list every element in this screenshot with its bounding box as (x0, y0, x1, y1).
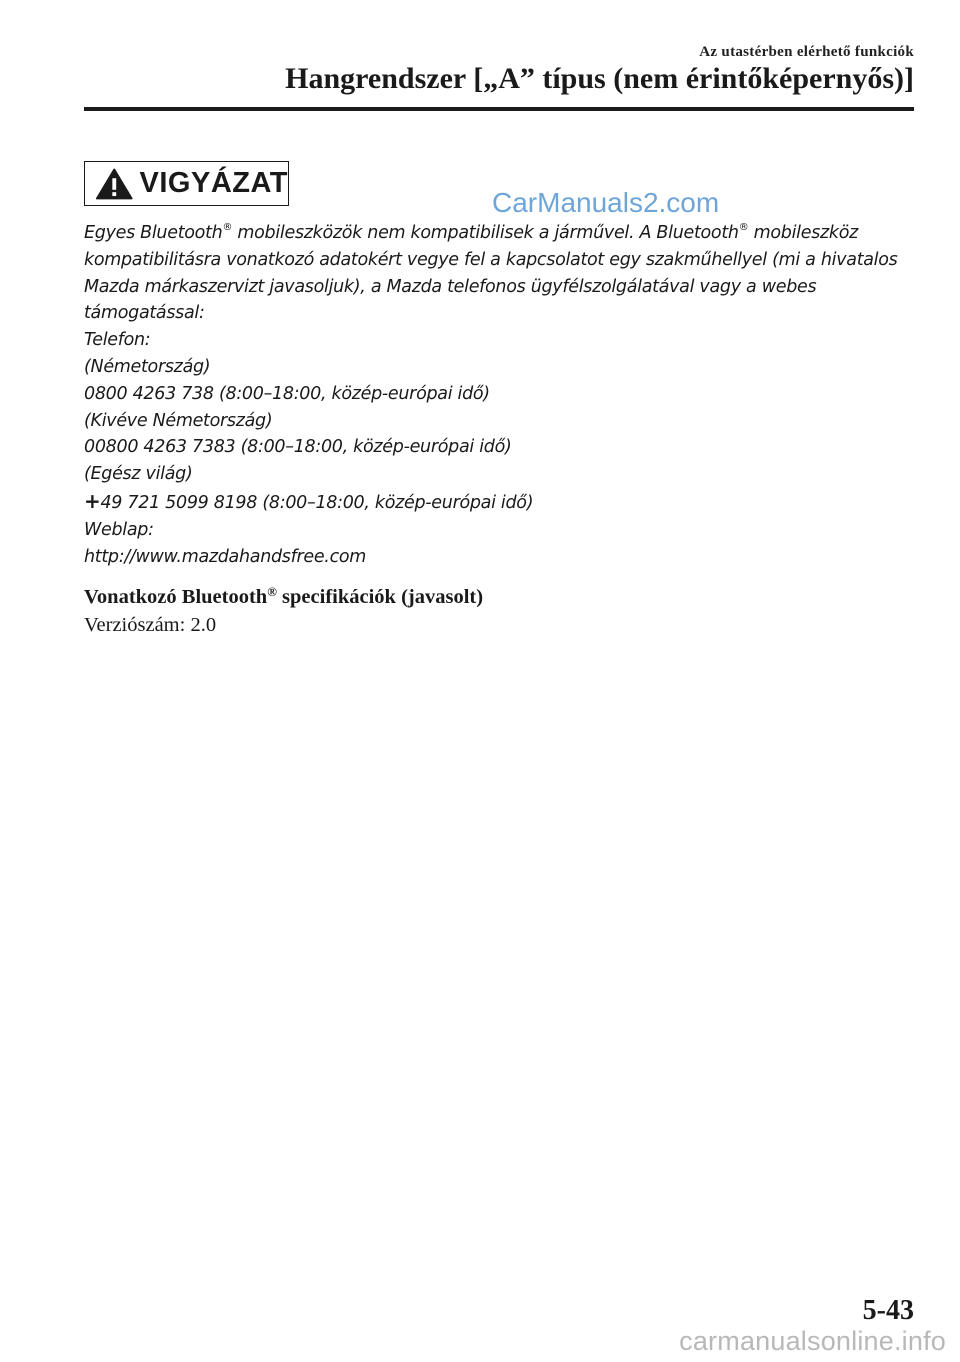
region-world: (Egész világ) (84, 464, 193, 485)
intro-text-2: mobileszközök nem kompatibilisek a járművel. A Bluetooth (232, 223, 739, 243)
phone-world: 49 721 5099 8198 (8:00–18:00, közép-európai idő) (100, 492, 534, 513)
web-url: http://www.mazdahandsfree.com (84, 546, 367, 567)
registered-mark: ® (267, 584, 277, 599)
registered-mark: ® (222, 222, 233, 233)
intro-text-1: Egyes Bluetooth (84, 223, 223, 243)
page-number: 5-43 (862, 1295, 914, 1326)
spec-heading-text-2: specifikációk (javasolt) (276, 586, 484, 608)
section-heading: Az utastérben elérhető funkciók (699, 44, 914, 60)
plus-sign: + (84, 488, 101, 513)
spec-version: Verziószám: 2.0 (84, 614, 217, 636)
spec-heading-text-1: Vonatkozó Bluetooth (84, 586, 268, 608)
region-except-germany: (Kivéve Németország) (84, 410, 273, 431)
caution-text (84, 220, 904, 570)
phone-except-germany: 00800 4263 7383 (8:00–18:00, közép-európai idő) (84, 437, 512, 458)
registered-mark: ® (738, 222, 749, 233)
header-divider (84, 107, 914, 111)
spec-heading (84, 586, 483, 609)
region-germany: (Németország) (84, 356, 211, 377)
watermark-top: CarManuals2.com (492, 187, 720, 218)
caution-box (84, 161, 289, 206)
page-title: Hangrendszer [„A” típus (nem érintőképernyős)] (285, 62, 914, 95)
watermark-bottom: carmanualsonline.info (679, 1326, 946, 1356)
phone-world-line (84, 488, 904, 517)
phone-germany: 0800 4263 738 (8:00–18:00, közép-európai idő) (84, 383, 490, 404)
intro-text-3: mobileszköz kompatibilitásra vonatkozó adatokért vegye fel a kapcsolatot egy szakműhellyel (mi a hivatalos Mazda márkaszervizt javasoljuk), a Mazda telefonos ügyfélszolgálatával vagy a webes támogatással: (84, 223, 898, 324)
caution-label: VIGYÁZAT (139, 167, 288, 199)
warning-triangle-icon (95, 167, 134, 201)
web-label: Weblap: (84, 519, 154, 540)
phone-label: Telefon: (84, 330, 151, 351)
caution-intro (84, 220, 904, 327)
